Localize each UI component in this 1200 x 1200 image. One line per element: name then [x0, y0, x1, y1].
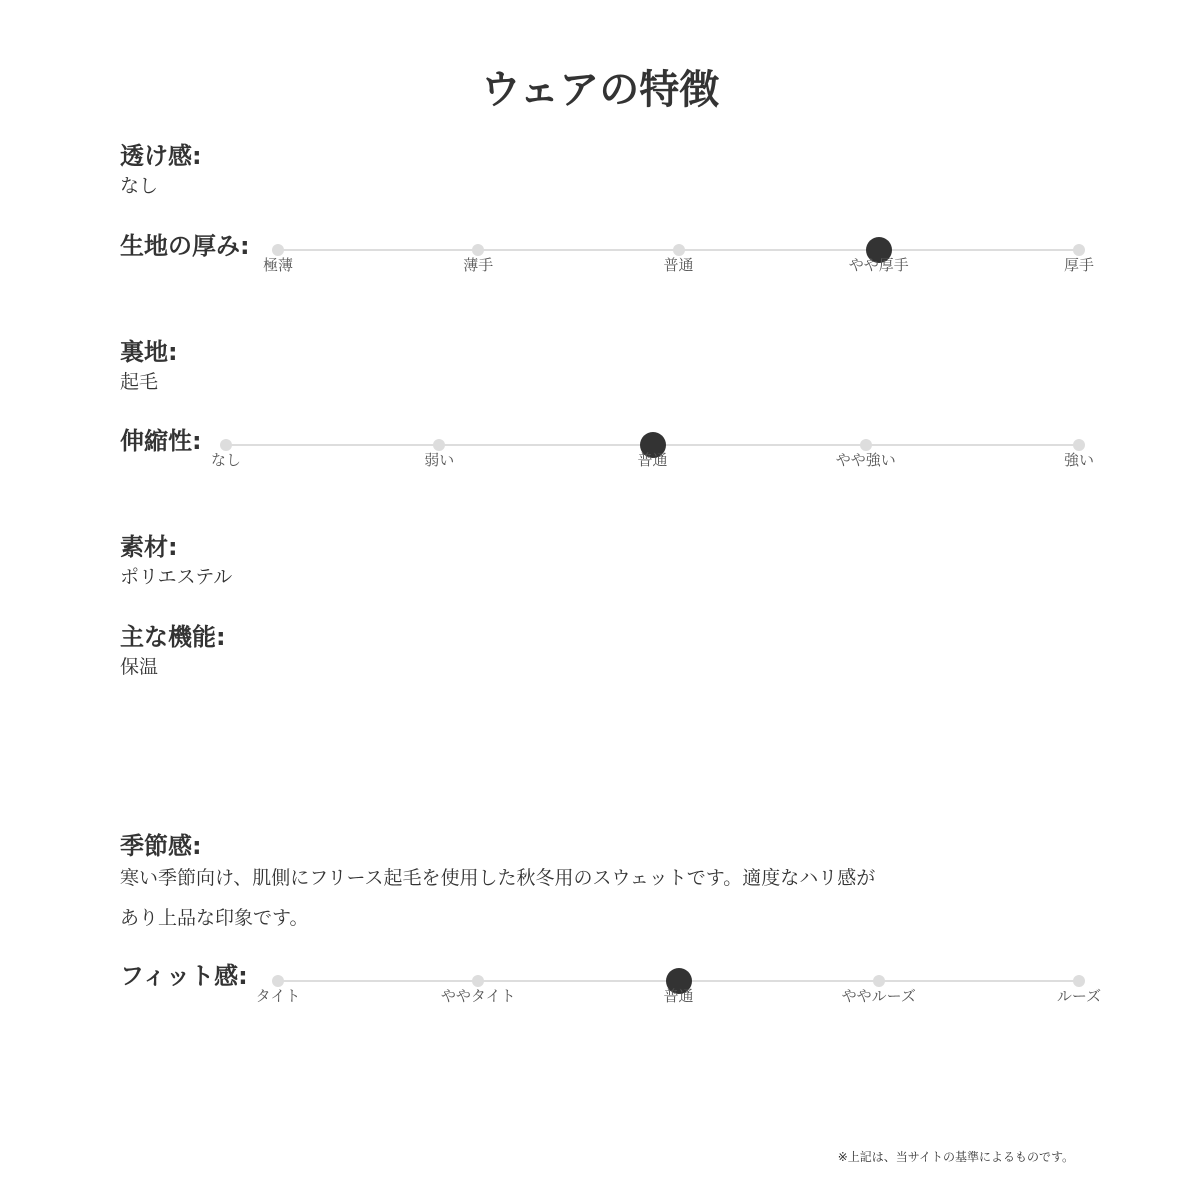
thickness-level-label: 極薄 [262, 256, 293, 274]
thickness-level-label: 厚手 [1063, 256, 1094, 274]
thickness-label: 生地の厚み: [120, 232, 250, 260]
functions-label: 主な機能: [120, 623, 226, 651]
page-title: ウェアの特徴 [480, 67, 720, 113]
fit-level-label: ややルーズ [841, 987, 916, 1005]
stretch-label: 伸縮性: [120, 427, 202, 455]
lining-label: 裏地: [120, 338, 178, 366]
fit-level-label: タイト [255, 987, 301, 1005]
lining-value: 起毛 [120, 371, 159, 393]
material-label: 素材: [120, 533, 178, 561]
fit-label: フィット感: [120, 962, 248, 990]
material-value: ポリエステル [120, 566, 233, 588]
thickness-level-label: 薄手 [463, 256, 494, 274]
thickness-scale [262, 240, 1094, 280]
stretch-level-label: 弱い [424, 451, 455, 469]
stretch-level-label: やや強い [835, 451, 896, 469]
functions-value: 保温 [120, 656, 159, 678]
footnote: ※上記は、当サイトの基準によるものです。 [837, 1150, 1074, 1164]
stretch-level-label: なし [210, 451, 241, 469]
transparency-value: なし [120, 175, 159, 197]
fit-level-label: ややタイト [440, 987, 516, 1005]
thickness-level-label: 普通 [663, 256, 694, 274]
stretch-scale [210, 435, 1094, 475]
stretch-level-label: 強い [1063, 451, 1094, 469]
season-label: 季節感: [120, 832, 202, 860]
thickness-level-label: やや厚手 [848, 256, 909, 274]
fit-level-label: ルーズ [1056, 987, 1102, 1005]
fit-level-label: 普通 [663, 987, 694, 1005]
transparency-label: 透け感: [120, 142, 202, 170]
stretch-level-label: 普通 [637, 451, 668, 469]
fit-scale [255, 971, 1102, 1011]
season-description: 寒い季節向け、肌側にフリース起毛を使用した秋冬用のスウェットです。適度なハリ感があり上品な印象です。 [120, 867, 876, 929]
